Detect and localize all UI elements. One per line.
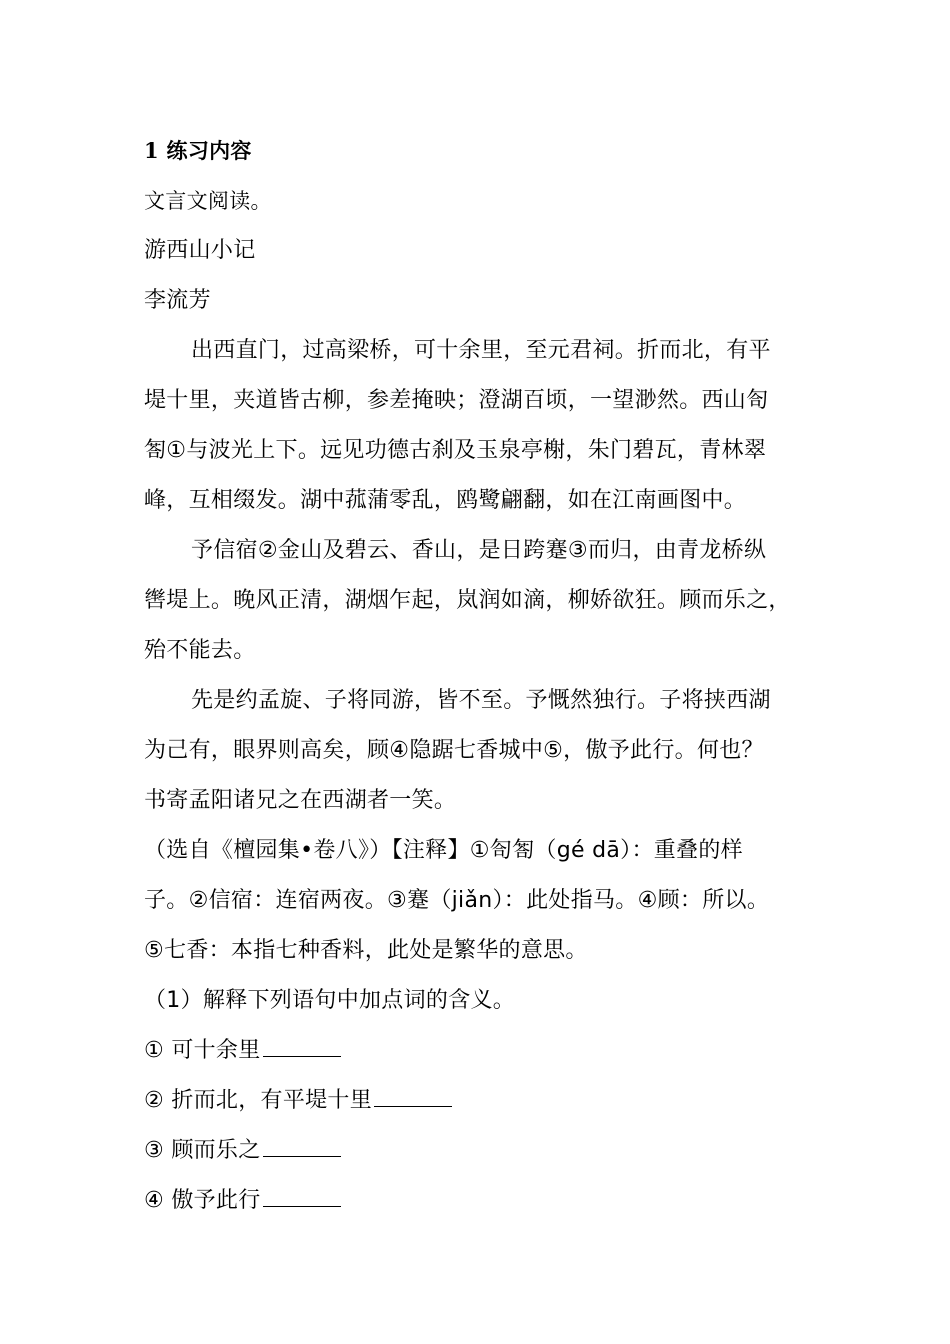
paragraph-1-line-2: 堤十里，夹道皆古柳，参差掩映；澄湖百顷，一望渺然。西山匌 [144,388,769,413]
question-item-3 [144,1126,804,1176]
notes-line-2: 子。②信宿：连宿两夜。③蹇（jiǎn）：此处指马。④顾：所以。 [144,888,770,913]
document-page [144,126,804,1226]
question-item-text: ④ 傲予此行 [144,1188,261,1213]
paragraph-2-line-1: 予信宿②金山及碧云、香山，是日跨蹇③而归，由青龙桥纵 [191,538,767,563]
answer-blank[interactable] [263,1055,341,1057]
notes-line-3: ⑤七香：本指七种香料，此处是繁华的意思。 [144,938,588,963]
answer-blank[interactable] [374,1105,452,1107]
paragraph-2-line-2: 辔堤上。晚风正清，湖烟乍起，岚润如滴，柳娇欲狂。顾而乐之， [144,588,791,613]
question-item-text: ③ 顾而乐之 [144,1138,261,1163]
paragraph-1-line-3: 匒①与波光上下。远见功德古刹及玉泉亭榭，朱门碧瓦，青林翠 [144,438,767,463]
answer-blank[interactable] [263,1205,341,1207]
question-item-text: ① 可十余里 [144,1038,261,1063]
instruction-text: 文言文阅读。 [144,189,272,213]
section-title: 1 练习内容 [144,138,252,163]
question-item-1 [144,1026,804,1076]
paragraph-2-line-3: 殆不能去。 [144,638,256,663]
paragraph-3-line-3: 书寄孟阳诸兄之在西湖者一笑。 [144,788,457,813]
essay-author: 李流芳 [144,288,211,313]
question-item-text: ② 折而北，有平堤十里 [144,1088,373,1113]
paragraph-1-line-1: 出西直门，过高梁桥，可十余里，至元君祠。折而北，有平 [191,338,771,363]
notes-line-1: （选自《檀园集•卷八》）【注释】①匌匒（gé dā）：重叠的样 [144,838,743,863]
question-item-2 [144,1076,804,1126]
paragraph-1-line-4: 峰，互相缀发。湖中菰蒲零乱，鸥鹭翩翻，如在江南画图中。 [144,488,747,513]
question-item-4 [144,1176,804,1226]
paragraph-3-line-1: 先是约孟旋、子将同游，皆不至。予慨然独行。子将挟西湖 [191,688,771,713]
answer-blank[interactable] [263,1155,341,1157]
question-prompt: （1）解释下列语句中加点词的含义。 [144,988,516,1013]
paragraph-3-line-2: 为己有，眼界则高矣，顾④隐踞七香城中⑤，傲予此行。何也？ [144,738,764,763]
essay-title: 游西山小记 [144,238,256,263]
